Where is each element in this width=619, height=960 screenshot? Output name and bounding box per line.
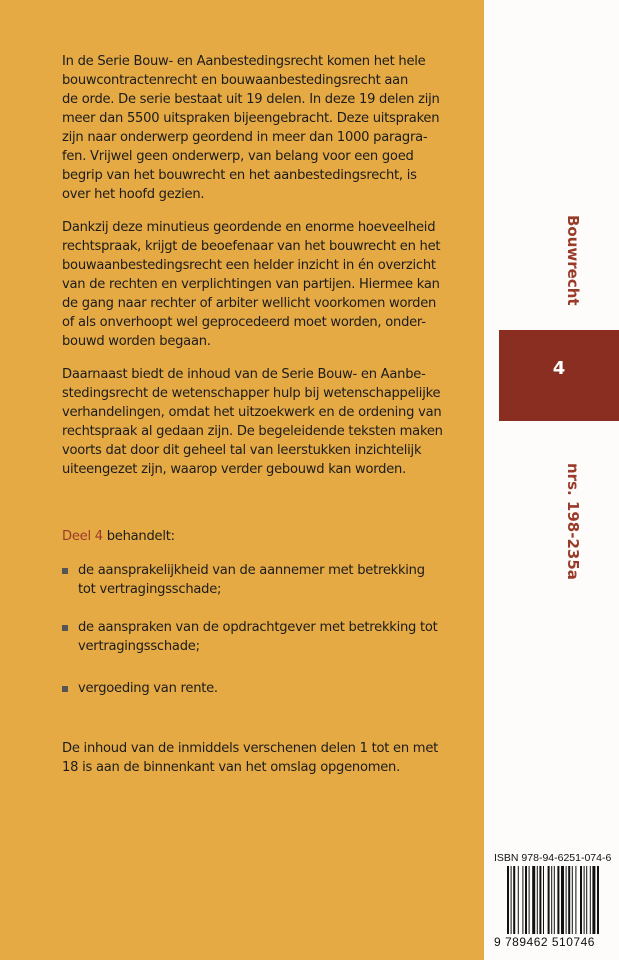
intro-paragraph	[62, 52, 480, 204]
bullet-square-icon	[62, 625, 68, 631]
text-line: de orde. De serie bestaat uit 19 delen. In deze 19 delen zijn	[62, 92, 440, 107]
volume-suffix: behandelt:	[102, 529, 175, 544]
text-line: uiteengezet zijn, waarop verder gebouwd kan worden.	[62, 462, 407, 477]
bullet-line: vergoeding van rente.	[78, 681, 218, 696]
series-title: Bouwrecht	[564, 215, 582, 306]
volume-heading	[62, 527, 480, 546]
barcode-bar	[586, 866, 587, 934]
barcode-bar	[584, 866, 585, 934]
barcode-bar	[572, 866, 573, 934]
text-line: over het hoofd gezien.	[62, 187, 205, 202]
barcode-bar	[580, 866, 582, 934]
text-line: van de rechten en verplichtingen van partijen. Hiermee kan	[62, 277, 440, 292]
barcode-bar	[513, 866, 515, 934]
barcode-bar	[592, 866, 595, 934]
barcode-bar	[561, 866, 564, 934]
barcode-bar	[522, 866, 523, 934]
bullet-square-icon	[62, 686, 68, 692]
barcode-bar	[590, 866, 591, 934]
bullet-line: tot vertragingsschade;	[78, 582, 222, 597]
barcode-bar	[511, 866, 512, 934]
text-line: de gang naar rechter of arbiter wellicht voorkomen worden	[62, 296, 437, 311]
section-numbers: nrs. 198-235a	[564, 463, 582, 580]
bullet-item	[62, 618, 480, 656]
barcode-bar	[554, 866, 555, 934]
barcode-bar	[566, 866, 567, 934]
text-line: meer dan 5500 uitspraken bijeengebracht. Deze uitspraken	[62, 111, 440, 126]
barcode-bar	[557, 866, 559, 934]
bullet-item	[62, 561, 480, 599]
text-line: Daarnaast biedt de inhoud van de Serie Bouw- en Aanbe-	[62, 367, 426, 382]
volume-label: Deel 4	[62, 529, 103, 544]
bullet-line: de aansprakelijkheid van de aannemer met betrekking	[78, 563, 425, 578]
barcode-bar	[543, 866, 544, 934]
text-line: begrip van het bouwrecht en het aanbestedingsrecht, is	[62, 168, 417, 183]
text-line: In de Serie Bouw- en Aanbestedingsrecht komen het hele	[62, 54, 426, 69]
text-line: bouwaanbestedingsrecht een helder inzicht in én overzicht	[62, 258, 436, 273]
barcode-digits: 9 789462 510746	[494, 935, 595, 949]
volume-number: 4	[552, 358, 566, 379]
volume-band	[499, 330, 619, 421]
barcode-bar	[529, 866, 530, 934]
barcode-bar	[568, 866, 570, 934]
barcode-bar	[525, 866, 527, 934]
closing-paragraph	[62, 739, 480, 777]
barcode-bar	[518, 866, 519, 934]
spine-panel	[484, 0, 619, 960]
bullet-line: de aanspraken van de opdrachtgever met betrekking tot	[78, 620, 438, 635]
text-line: stedingsrecht de wetenschapper hulp bij wetenschappelijke	[62, 386, 441, 401]
barcode-bar	[539, 866, 541, 934]
scientist-paragraph	[62, 365, 480, 479]
text-line: zijn naar onderwerp geordend in meer dan 1000 paragra-	[62, 130, 428, 145]
isbn-label: ISBN 978-94-6251-074-6	[494, 852, 612, 864]
bullet-line: vertragingsschade;	[78, 639, 200, 654]
bullet-item	[62, 679, 480, 698]
barcode-bar	[532, 866, 535, 934]
barcode-bar	[575, 866, 576, 934]
text-line: Dankzij deze minutieus geordende en enorme hoeveelheid	[62, 220, 436, 235]
barcode-bar	[548, 866, 550, 934]
barcode-bar	[551, 866, 552, 934]
text-line: voorts dat door dit geheel tal van leerstukken inzichtelijk	[62, 443, 422, 458]
barcode	[506, 866, 619, 934]
text-line: bouwd worden begaan.	[62, 334, 211, 349]
text-line: verhandelingen, omdat het uitzoekwerk en de ordening van	[62, 405, 442, 420]
text-line: bouwcontractenrecht en bouwaanbestedingsrecht aan	[62, 73, 409, 88]
text-line: De inhoud van de inmiddels verschenen delen 1 tot en met	[62, 741, 439, 756]
text-line: rechtspraak, krijgt de beoefenaar van het bouwrecht en het	[62, 239, 441, 254]
barcode-bar	[597, 866, 599, 934]
text-line: rechtspraak al gedaan zijn. De begeleidende teksten maken	[62, 424, 443, 439]
text-line: of als onverhoopt wel geprocedeerd moet worden, onder-	[62, 315, 426, 330]
practitioner-paragraph	[62, 218, 480, 351]
barcode-bar	[537, 866, 538, 934]
bullet-square-icon	[62, 568, 68, 574]
barcode-bar	[507, 866, 509, 934]
text-line: 18 is aan de binnenkant van het omslag opgenomen.	[62, 760, 400, 775]
text-line: fen. Vrijwel geen onderwerp, van belang voor een goed	[62, 149, 414, 164]
